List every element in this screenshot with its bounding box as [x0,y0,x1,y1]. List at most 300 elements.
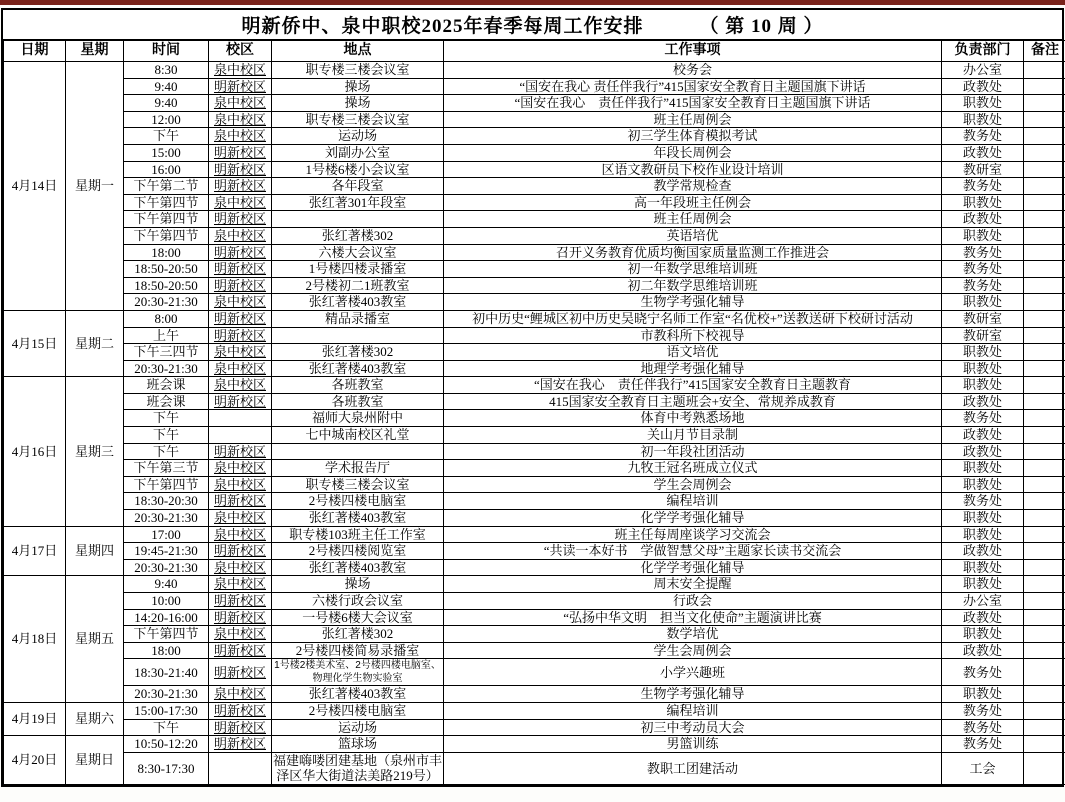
note-cell [1024,377,1065,394]
department-cell: 职教处 [942,111,1024,128]
campus-cell: 泉中校区 [209,576,272,593]
department-cell: 政教处 [942,642,1024,659]
schedule-sheet [1,8,1064,787]
location-cell: 1号楼2楼美术室、2号楼四楼电脑室、物理化学生物实验室 [272,659,444,686]
table-row [4,510,1065,527]
location-cell: 张红著楼403教室 [272,559,444,576]
department-cell: 工会 [942,752,1024,784]
time-cell: 18:00 [124,642,209,659]
campus-cell: 泉中校区 [209,111,272,128]
table-row [4,686,1065,703]
work-item-cell: 行政会 [444,593,942,610]
time-cell: 20:30-21:30 [124,686,209,703]
campus-cell: 明新校区 [209,244,272,261]
note-cell [1024,642,1065,659]
note-cell [1024,227,1065,244]
note-cell [1024,161,1065,178]
note-cell [1024,78,1065,95]
work-item-cell: 初三中考动员大会 [444,719,942,736]
work-item-cell: 415国家安全教育日主题班会+安全、常规养成教育 [444,393,942,410]
department-cell: 教务处 [942,493,1024,510]
work-item-cell: 男篮训练 [444,736,942,753]
weekday-cell: 星期二 [66,310,124,376]
column-header: 工作事项 [444,41,942,62]
department-cell: 职教处 [942,460,1024,477]
campus-cell: 泉中校区 [209,62,272,79]
location-cell: 2号楼四楼简易录播室 [272,642,444,659]
campus-cell: 明新校区 [209,609,272,626]
table-row [4,294,1065,311]
campus-cell: 泉中校区 [209,294,272,311]
note-cell [1024,526,1065,543]
campus-cell: 泉中校区 [209,128,272,145]
department-cell: 教务处 [942,244,1024,261]
department-cell: 教务处 [942,410,1024,427]
table-row [4,95,1065,112]
column-header: 星期 [66,41,124,62]
table-row [4,227,1065,244]
note-cell [1024,261,1065,278]
work-item-cell: “共读一本好书 学做智慧父母”主题家长读书交流会 [444,543,942,560]
work-item-cell: 初二年数学思维培训班 [444,277,942,294]
location-cell [272,443,444,460]
note-cell [1024,493,1065,510]
time-cell: 下午第四节 [124,476,209,493]
time-cell: 18:00 [124,244,209,261]
column-header: 校区 [209,41,272,62]
schedule-table [3,40,1065,785]
department-cell: 政教处 [942,211,1024,228]
campus-cell: 泉中校区 [209,686,272,703]
work-item-cell: 区语文教研员下校作业设计培训 [444,161,942,178]
table-row [4,526,1065,543]
note-cell [1024,736,1065,753]
note-cell [1024,559,1065,576]
note-cell [1024,62,1065,79]
campus-cell: 明新校区 [209,211,272,228]
location-cell: 2号楼初二1班教室 [272,277,444,294]
note-cell [1024,427,1065,444]
department-cell: 教务处 [942,277,1024,294]
department-cell: 政教处 [942,393,1024,410]
table-row [4,493,1065,510]
time-cell: 18:30-21:40 [124,659,209,686]
campus-cell: 明新校区 [209,443,272,460]
table-row [4,178,1065,195]
work-item-cell: 初一年段社团活动 [444,443,942,460]
weekday-cell: 星期日 [66,736,124,785]
table-row [4,327,1065,344]
work-item-cell: 体育中考熟悉场地 [444,410,942,427]
date-cell: 4月16日 [4,377,66,526]
table-row [4,543,1065,560]
work-item-cell: 班主任周例会 [444,111,942,128]
note-cell [1024,543,1065,560]
date-cell: 4月18日 [4,576,66,703]
department-cell: 政教处 [942,609,1024,626]
note-cell [1024,410,1065,427]
department-cell: 职教处 [942,344,1024,361]
table-row [4,443,1065,460]
note-cell [1024,277,1065,294]
work-item-cell: 数学培优 [444,626,942,643]
campus-cell: 泉中校区 [209,626,272,643]
campus-cell [209,427,272,444]
table-row [4,659,1065,686]
work-item-cell: “国安在我心 责任伴我行”415国家安全教育日主题国旗下讲话 [444,95,942,112]
table-row [4,111,1065,128]
time-cell: 下午第四节 [124,194,209,211]
table-row [4,609,1065,626]
campus-cell: 明新校区 [209,393,272,410]
time-cell: 9:40 [124,576,209,593]
note-cell [1024,719,1065,736]
time-cell: 20:30-21:30 [124,360,209,377]
work-item-cell: 初中历史“鲤城区初中历史吴晓宁名师工作室“名优校+”送教送研下校研讨活动 [444,310,942,327]
table-row [4,211,1065,228]
time-cell: 8:30 [124,62,209,79]
department-cell: 职教处 [942,194,1024,211]
work-item-cell: 化学学考强化辅导 [444,510,942,527]
time-cell: 19:45-21:30 [124,543,209,560]
location-cell: 1号楼四楼录播室 [272,261,444,278]
campus-cell: 泉中校区 [209,559,272,576]
table-row [4,261,1065,278]
table-row [4,277,1065,294]
table-row [4,702,1065,719]
department-cell: 职教处 [942,377,1024,394]
header-row [4,41,1065,62]
location-cell: 操场 [272,95,444,112]
time-cell: 下午第四节 [124,211,209,228]
department-cell: 职教处 [942,526,1024,543]
location-cell: 刘副办公室 [272,144,444,161]
campus-cell: 明新校区 [209,78,272,95]
note-cell [1024,686,1065,703]
department-cell: 政教处 [942,443,1024,460]
location-cell: 2号楼四楼电脑室 [272,702,444,719]
location-cell: 各班教室 [272,393,444,410]
time-cell: 下午三四节 [124,344,209,361]
time-cell: 9:40 [124,78,209,95]
department-cell: 办公室 [942,62,1024,79]
department-cell: 教务处 [942,261,1024,278]
location-cell: 2号楼四楼阅览室 [272,543,444,560]
table-row [4,144,1065,161]
location-cell: 运动场 [272,719,444,736]
department-cell: 教务处 [942,659,1024,686]
table-row [4,476,1065,493]
time-cell: 20:30-21:30 [124,510,209,527]
column-header: 负责部门 [942,41,1024,62]
note-cell [1024,211,1065,228]
note-cell [1024,111,1065,128]
work-item-cell: 小学兴趣班 [444,659,942,686]
campus-cell: 泉中校区 [209,194,272,211]
table-row [4,719,1065,736]
work-item-cell: 编程培训 [444,702,942,719]
date-cell: 4月17日 [4,526,66,576]
campus-cell: 泉中校区 [209,460,272,477]
location-cell: 运动场 [272,128,444,145]
table-row [4,360,1065,377]
note-cell [1024,244,1065,261]
campus-cell: 明新校区 [209,178,272,195]
time-cell: 14:20-16:00 [124,609,209,626]
table-row [4,626,1065,643]
location-cell: 职专楼三楼会议室 [272,476,444,493]
note-cell [1024,194,1065,211]
department-cell: 教务处 [942,719,1024,736]
time-cell: 18:50-20:50 [124,261,209,278]
weekday-cell: 星期一 [66,62,124,311]
note-cell [1024,510,1065,527]
location-cell: 篮球场 [272,736,444,753]
department-cell: 职教处 [942,360,1024,377]
table-row [4,244,1065,261]
department-cell: 职教处 [942,476,1024,493]
work-item-cell: 九牧王冠名班成立仪式 [444,460,942,477]
time-cell: 16:00 [124,161,209,178]
date-cell: 4月15日 [4,310,66,376]
time-cell: 18:50-20:50 [124,277,209,294]
department-cell: 教研室 [942,327,1024,344]
department-cell: 教研室 [942,161,1024,178]
note-cell [1024,443,1065,460]
table-row [4,642,1065,659]
location-cell: 张红著301年段室 [272,194,444,211]
location-cell [272,327,444,344]
time-cell: 15:00 [124,144,209,161]
time-cell: 20:30-21:30 [124,559,209,576]
work-item-cell: 关山月节目录制 [444,427,942,444]
time-cell: 上午 [124,327,209,344]
location-cell: 职专楼三楼会议室 [272,111,444,128]
work-item-cell: 学生会周例会 [444,476,942,493]
location-cell: 操场 [272,78,444,95]
campus-cell: 明新校区 [209,702,272,719]
location-cell: 各班教室 [272,377,444,394]
table-row [4,576,1065,593]
department-cell: 政教处 [942,144,1024,161]
table-row [4,161,1065,178]
department-cell: 职教处 [942,227,1024,244]
top-red-strip [0,0,1065,5]
table-row [4,194,1065,211]
time-cell: 班会课 [124,377,209,394]
work-item-cell: 班主任周例会 [444,211,942,228]
department-cell: 教务处 [942,178,1024,195]
column-header: 时间 [124,41,209,62]
department-cell: 职教处 [942,294,1024,311]
location-cell: 张红著楼403教室 [272,686,444,703]
location-cell: 1号楼6楼小会议室 [272,161,444,178]
time-cell: 下午第四节 [124,227,209,244]
campus-cell [209,752,272,784]
location-cell: 张红著楼302 [272,626,444,643]
work-item-cell: 市教科所下校视导 [444,327,942,344]
department-cell: 职教处 [942,95,1024,112]
table-row [4,736,1065,753]
time-cell: 下午第四节 [124,626,209,643]
work-item-cell: 高一年段班主任例会 [444,194,942,211]
date-cell: 4月20日 [4,736,66,785]
location-cell: 张红著楼302 [272,344,444,361]
table-row [4,310,1065,327]
department-cell: 教务处 [942,736,1024,753]
work-item-cell: 初三学生体育模拟考试 [444,128,942,145]
column-header: 地点 [272,41,444,62]
location-cell: 张红著楼302 [272,227,444,244]
time-cell: 17:00 [124,526,209,543]
department-cell: 教务处 [942,128,1024,145]
campus-cell: 泉中校区 [209,526,272,543]
time-cell: 下午第二节 [124,178,209,195]
work-item-cell: 编程培训 [444,493,942,510]
campus-cell: 明新校区 [209,593,272,610]
department-cell: 办公室 [942,593,1024,610]
department-cell: 职教处 [942,686,1024,703]
note-cell [1024,95,1065,112]
sheet-title-row [3,10,1062,40]
column-header: 备注 [1024,41,1065,62]
department-cell: 职教处 [942,510,1024,527]
location-cell: 福建嗨喽团建基地（泉州市丰泽区华大街道法美路219号） [273,752,443,784]
location-cell: 职专楼三楼会议室 [272,62,444,79]
table-row [4,377,1065,394]
table-row [4,410,1065,427]
department-cell: 教务处 [942,702,1024,719]
time-cell: 8:00 [124,310,209,327]
work-item-cell: 教学常规检查 [444,178,942,195]
campus-cell: 明新校区 [209,719,272,736]
campus-cell [209,410,272,427]
department-cell: 职教处 [942,559,1024,576]
work-item-cell: “国安在我心 责任伴我行”415国家安全教育日主题国旗下讲话 [444,78,942,95]
week-number-label: （ 第 10 周 ） [699,16,824,37]
note-cell [1024,460,1065,477]
time-cell: 下午 [124,443,209,460]
weekday-cell: 星期六 [66,702,124,735]
time-cell: 18:30-20:30 [124,493,209,510]
campus-cell: 明新校区 [209,642,272,659]
department-cell: 职教处 [942,626,1024,643]
note-cell [1024,576,1065,593]
time-cell: 班会课 [124,393,209,410]
date-cell: 4月14日 [4,62,66,311]
campus-cell: 明新校区 [209,277,272,294]
location-cell: 六楼行政会议室 [272,593,444,610]
time-cell: 下午 [124,719,209,736]
location-cell: 六楼大会议室 [272,244,444,261]
note-cell [1024,144,1065,161]
location-cell [272,211,444,228]
table-row [4,752,1065,784]
note-cell [1024,393,1065,410]
campus-cell: 泉中校区 [209,476,272,493]
location-cell: 精品录播室 [272,310,444,327]
weekday-cell: 星期四 [66,526,124,576]
note-cell [1024,327,1065,344]
campus-cell: 明新校区 [209,736,272,753]
campus-cell: 明新校区 [209,144,272,161]
weekday-cell: 星期五 [66,576,124,703]
department-cell: 政教处 [942,543,1024,560]
department-cell: 政教处 [942,427,1024,444]
note-cell [1024,702,1065,719]
time-cell: 9:40 [124,95,209,112]
work-item-cell: 周末安全提醒 [444,576,942,593]
campus-cell: 泉中校区 [209,227,272,244]
department-cell: 教研室 [942,310,1024,327]
campus-cell: 泉中校区 [209,377,272,394]
work-item-cell: 语文培优 [444,344,942,361]
work-item-cell: 召开义务教育优质均衡国家质量监测工作推进会 [444,244,942,261]
location-cell: 操场 [272,576,444,593]
note-cell [1024,626,1065,643]
campus-cell: 泉中校区 [209,95,272,112]
note-cell [1024,310,1065,327]
table-row [4,344,1065,361]
campus-cell: 明新校区 [209,310,272,327]
table-row [4,427,1065,444]
note-cell [1024,476,1065,493]
table-row [4,78,1065,95]
time-cell: 15:00-17:30 [124,702,209,719]
department-cell: 职教处 [942,576,1024,593]
work-item-cell: 教职工团建活动 [444,752,942,784]
time-cell: 12:00 [124,111,209,128]
campus-cell: 明新校区 [209,161,272,178]
note-cell [1024,609,1065,626]
work-item-cell: 班主任每周座谈学习交流会 [444,526,942,543]
work-item-cell: 年段长周例会 [444,144,942,161]
time-cell: 20:30-21:30 [124,294,209,311]
campus-cell: 泉中校区 [209,344,272,361]
work-item-cell: “弘扬中华文明 担当文化使命”主题演讲比赛 [444,609,942,626]
work-item-cell: 学生会周例会 [444,642,942,659]
campus-cell: 明新校区 [209,327,272,344]
table-row [4,62,1065,79]
work-item-cell: 英语培优 [444,227,942,244]
time-cell: 下午 [124,128,209,145]
location-cell: 张红著楼403教室 [272,294,444,311]
time-cell: 8:30-17:30 [124,752,209,784]
note-cell [1024,178,1065,195]
work-item-cell: 地理学考强化辅导 [444,360,942,377]
campus-cell: 明新校区 [209,659,272,686]
time-cell: 下午第三节 [124,460,209,477]
table-row [4,593,1065,610]
table-row [4,559,1065,576]
campus-cell: 明新校区 [209,261,272,278]
work-item-cell: 校务会 [444,62,942,79]
location-cell: 一号楼6楼大会议室 [272,609,444,626]
location-cell: 各年段室 [272,178,444,195]
sheet-title: 明新侨中、泉中职校2025年春季每周工作安排 [241,16,644,37]
campus-cell: 泉中校区 [209,510,272,527]
time-cell: 下午 [124,410,209,427]
work-item-cell: 生物学考强化辅导 [444,294,942,311]
note-cell [1024,752,1065,784]
date-cell: 4月19日 [4,702,66,735]
work-item-cell: 初一年数学思维培训班 [444,261,942,278]
note-cell [1024,344,1065,361]
department-cell: 政教处 [942,78,1024,95]
location-cell: 张红著楼403教室 [272,510,444,527]
location-cell: 七中城南校区礼堂 [272,427,444,444]
note-cell [1024,593,1065,610]
